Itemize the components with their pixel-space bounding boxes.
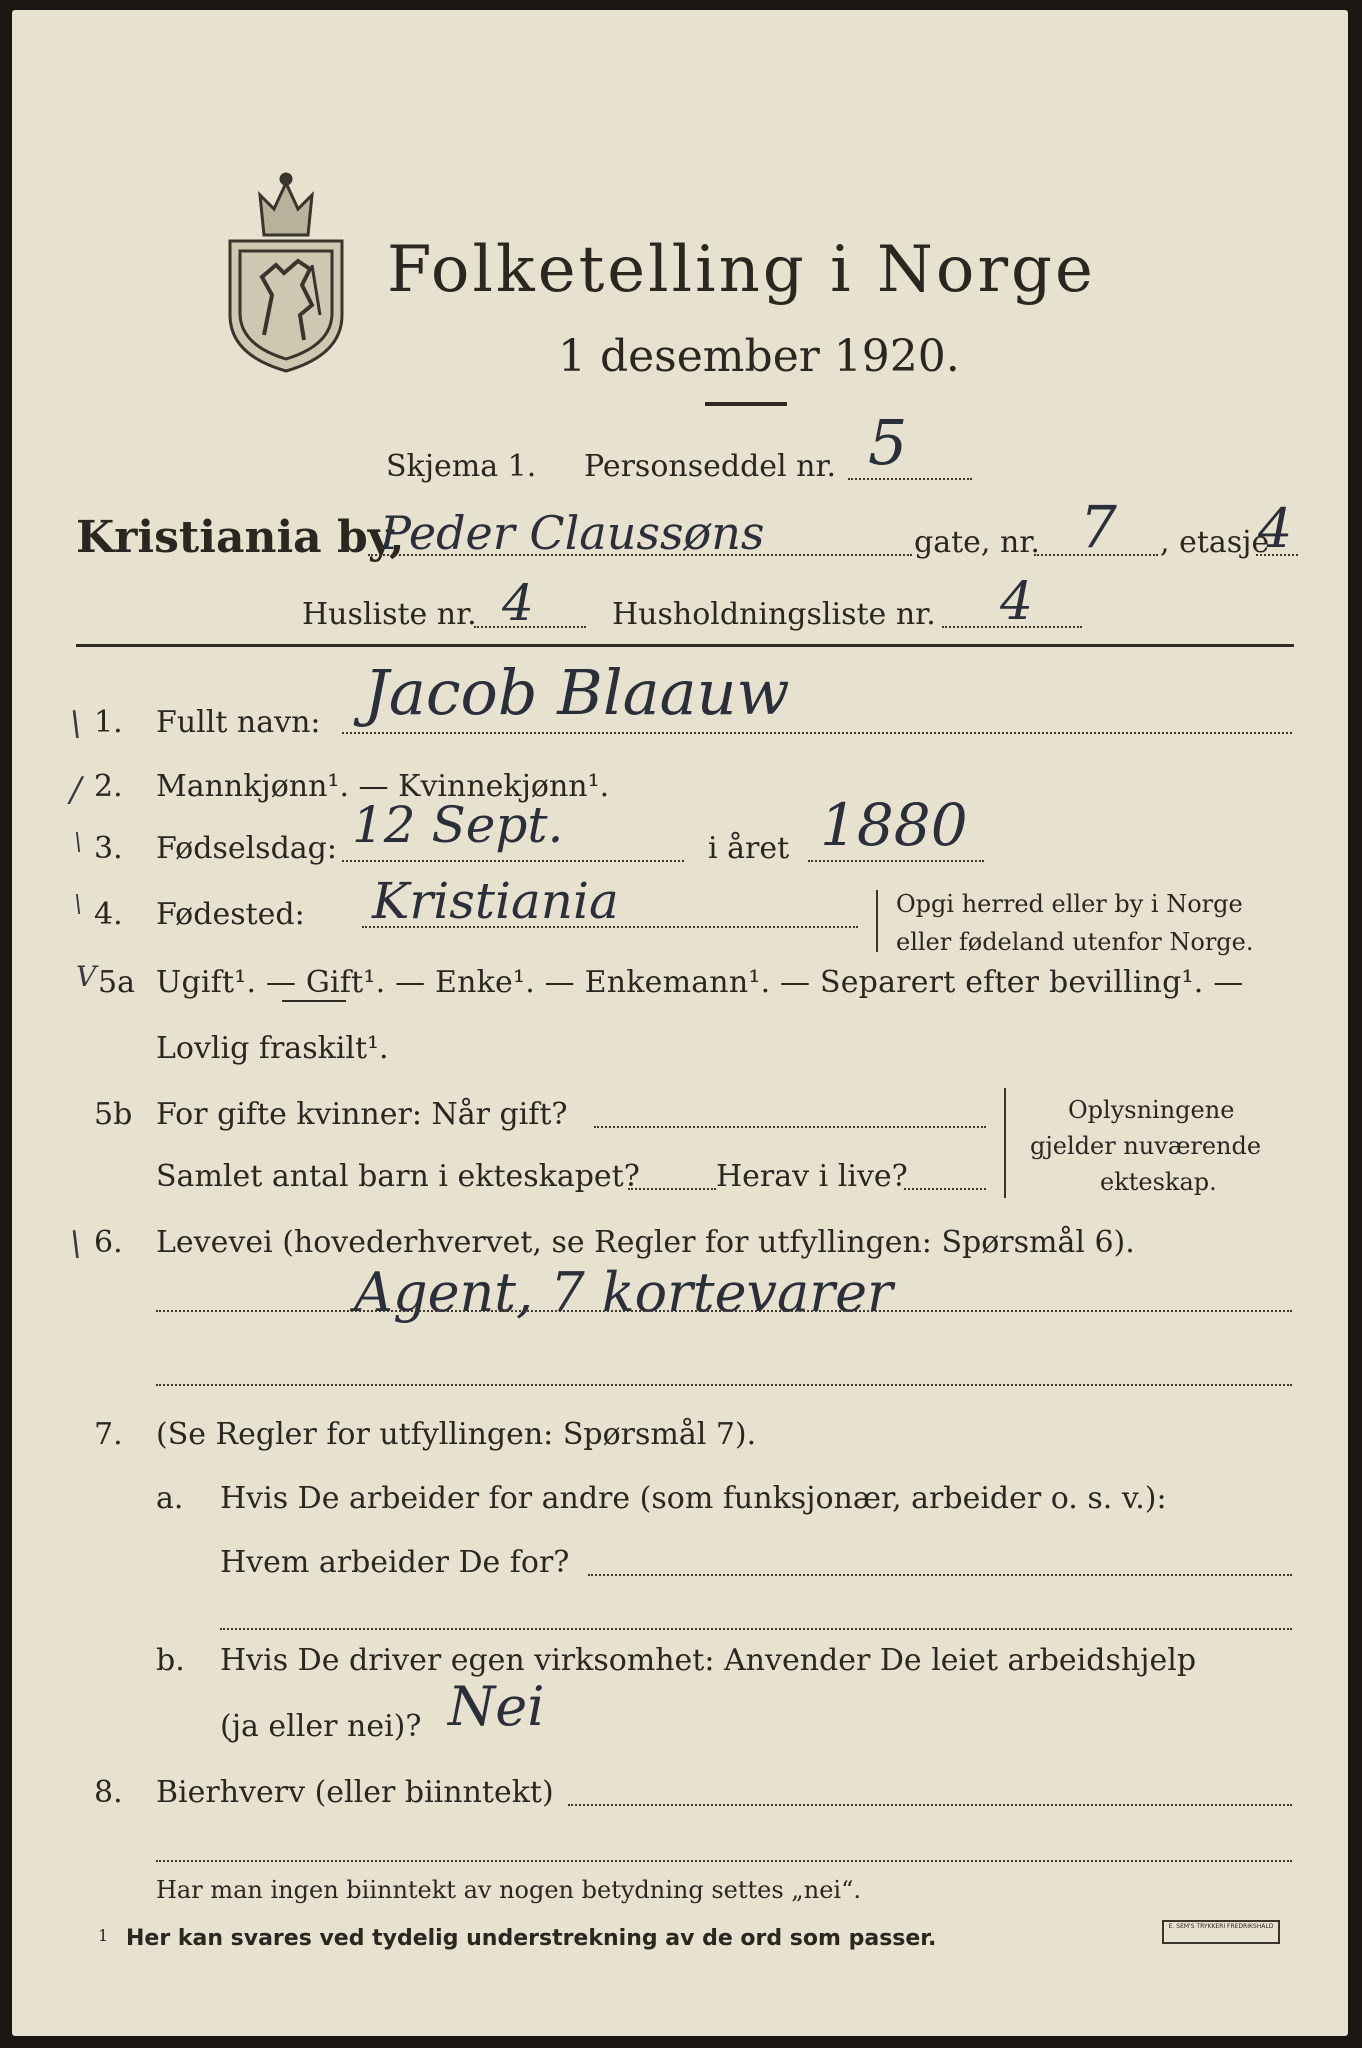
coat-of-arms-icon [224,165,348,375]
q7b-value: Nei [448,1675,545,1738]
q7-number: 7. [94,1417,123,1452]
q4-note-line2: eller fødeland utenfor Norge. [896,928,1254,956]
q7a-letter: a. [156,1481,184,1516]
q5a-number: 5a [98,965,135,1000]
q1-label: Fullt navn: [156,705,321,740]
q5b-number: 5b [94,1097,133,1132]
q7-label: (Se Regler for utfyllingen: Spørsmål 7). [156,1417,757,1452]
q1-value: Jacob Blaauw [364,656,790,729]
printer-stamp [1162,1920,1280,1944]
q3-birthday-line [342,860,684,862]
q2-number: 2. [94,769,123,804]
q4-note-brace [876,890,878,952]
q6-number: 6. [94,1225,123,1260]
margin-tick: \ [74,890,83,918]
q5b-note-line2: gjelder nuværende [1030,1132,1262,1160]
q3-year-line [808,860,984,862]
margin-tick: V [76,960,97,993]
footnote-number: 1 [98,1926,109,1945]
street-value: Peder Claussøns [380,506,765,560]
margin-tick: \ [74,828,83,856]
q5b-married-line [594,1126,986,1128]
q7b-letter: b. [156,1643,185,1678]
q7a-line1: Hvis De arbeider for andre (som funksjonær, arbeider o. s. v.): [220,1481,1167,1516]
q5b-alive-line [904,1188,986,1190]
q8-line2 [156,1860,1292,1862]
q8-line [568,1804,1292,1806]
q6-line1 [156,1310,1292,1312]
q4-label: Fødested: [156,897,305,932]
q7b-line2: (ja eller nei)? [220,1709,422,1744]
form-title: Folketelling i Norge [387,233,1096,307]
q8-number: 8. [94,1775,123,1810]
city-label: Kristiania by, [76,512,405,563]
q5a-line1: Ugift¹. — Gift¹. — Enke¹. — Enkemann¹. — Separert efter bevilling¹. — [156,965,1244,1000]
husliste-value: 4 [502,574,534,632]
q3-year-value: 1880 [820,791,968,859]
q4-value: Kristiania [372,872,619,930]
q4-number: 4. [94,897,123,932]
q7a-line [588,1574,1292,1576]
no-income-note: Har man ingen biinntekt av nogen betydning settes „nei“. [156,1876,861,1904]
q3-birthday-value: 12 Sept. [352,796,564,854]
census-form-sheet [12,10,1348,2036]
q3-year-label: i året [708,831,790,866]
q5b-children-label: Samlet antal barn i ekteskapet? [156,1159,640,1194]
personseddel-value: 5 [868,406,908,479]
printer-stamp-text: E. SEM'S TRYKKERI FREDRIKSHALD [1168,1923,1274,1930]
q6-label: Levevei (hovederhvervet, se Regler for utfyllingen: Spørsmål 6). [156,1225,1135,1260]
q7a-line2-rule [220,1628,1292,1630]
husholdning-value: 4 [1000,572,1034,632]
margin-tick: / [70,770,82,810]
q7a-line2: Hvem arbeider De for? [220,1545,570,1580]
q7b-line1: Hvis De driver egen virksomhet: Anvender De leiet arbeidshjelp [220,1643,1197,1678]
q1-number: 1. [94,705,123,740]
gate-nr-value: 7 [1080,493,1117,561]
q5a-line2: Lovlig fraskilt¹. [156,1031,389,1066]
q5b-note-line3: ekteskap. [1100,1168,1217,1196]
margin-tick: \ [70,1224,82,1264]
footnote: Her kan svares ved tydelig understrekning av de ord som passer. [126,1926,937,1951]
q1-line [342,732,1292,734]
q4-note-line1: Opgi herred eller by i Norge [896,890,1243,918]
q5b-married-label: For gifte kvinner: Når gift? [156,1097,568,1132]
q6-line2 [156,1384,1292,1386]
q5b-children-line [628,1188,716,1190]
q2-text: Mannkjønn¹. — Kvinnekjønn¹. [156,769,610,804]
etasje-value: 4 [1258,497,1293,560]
husholdning-label: Husholdningsliste nr. [612,597,936,632]
schema-label: Skjema 1. [386,449,537,484]
etasje-label: , etasje [1160,525,1270,560]
q5b-note-brace [1004,1088,1006,1198]
personseddel-line [848,478,972,480]
gate-label: gate, nr. [914,525,1040,560]
margin-tick: \ [70,704,82,744]
q5b-alive-label: Herav i live? [716,1159,908,1194]
q5a-gift-underline [282,1000,346,1002]
husliste-label: Husliste nr. [302,597,477,632]
q8-label: Bierhverv (eller biinntekt) [156,1775,554,1810]
census-date: 1 desember 1920. [558,331,960,382]
q3-label: Fødselsdag: [156,831,337,866]
q3-number: 3. [94,831,123,866]
title-divider [705,402,787,406]
q6-value: Agent, 7 kortevarer [354,1261,893,1324]
personseddel-label: Personseddel nr. [584,449,837,484]
q5b-note-line1: Oplysningene [1068,1096,1235,1124]
header-divider [76,644,1294,647]
